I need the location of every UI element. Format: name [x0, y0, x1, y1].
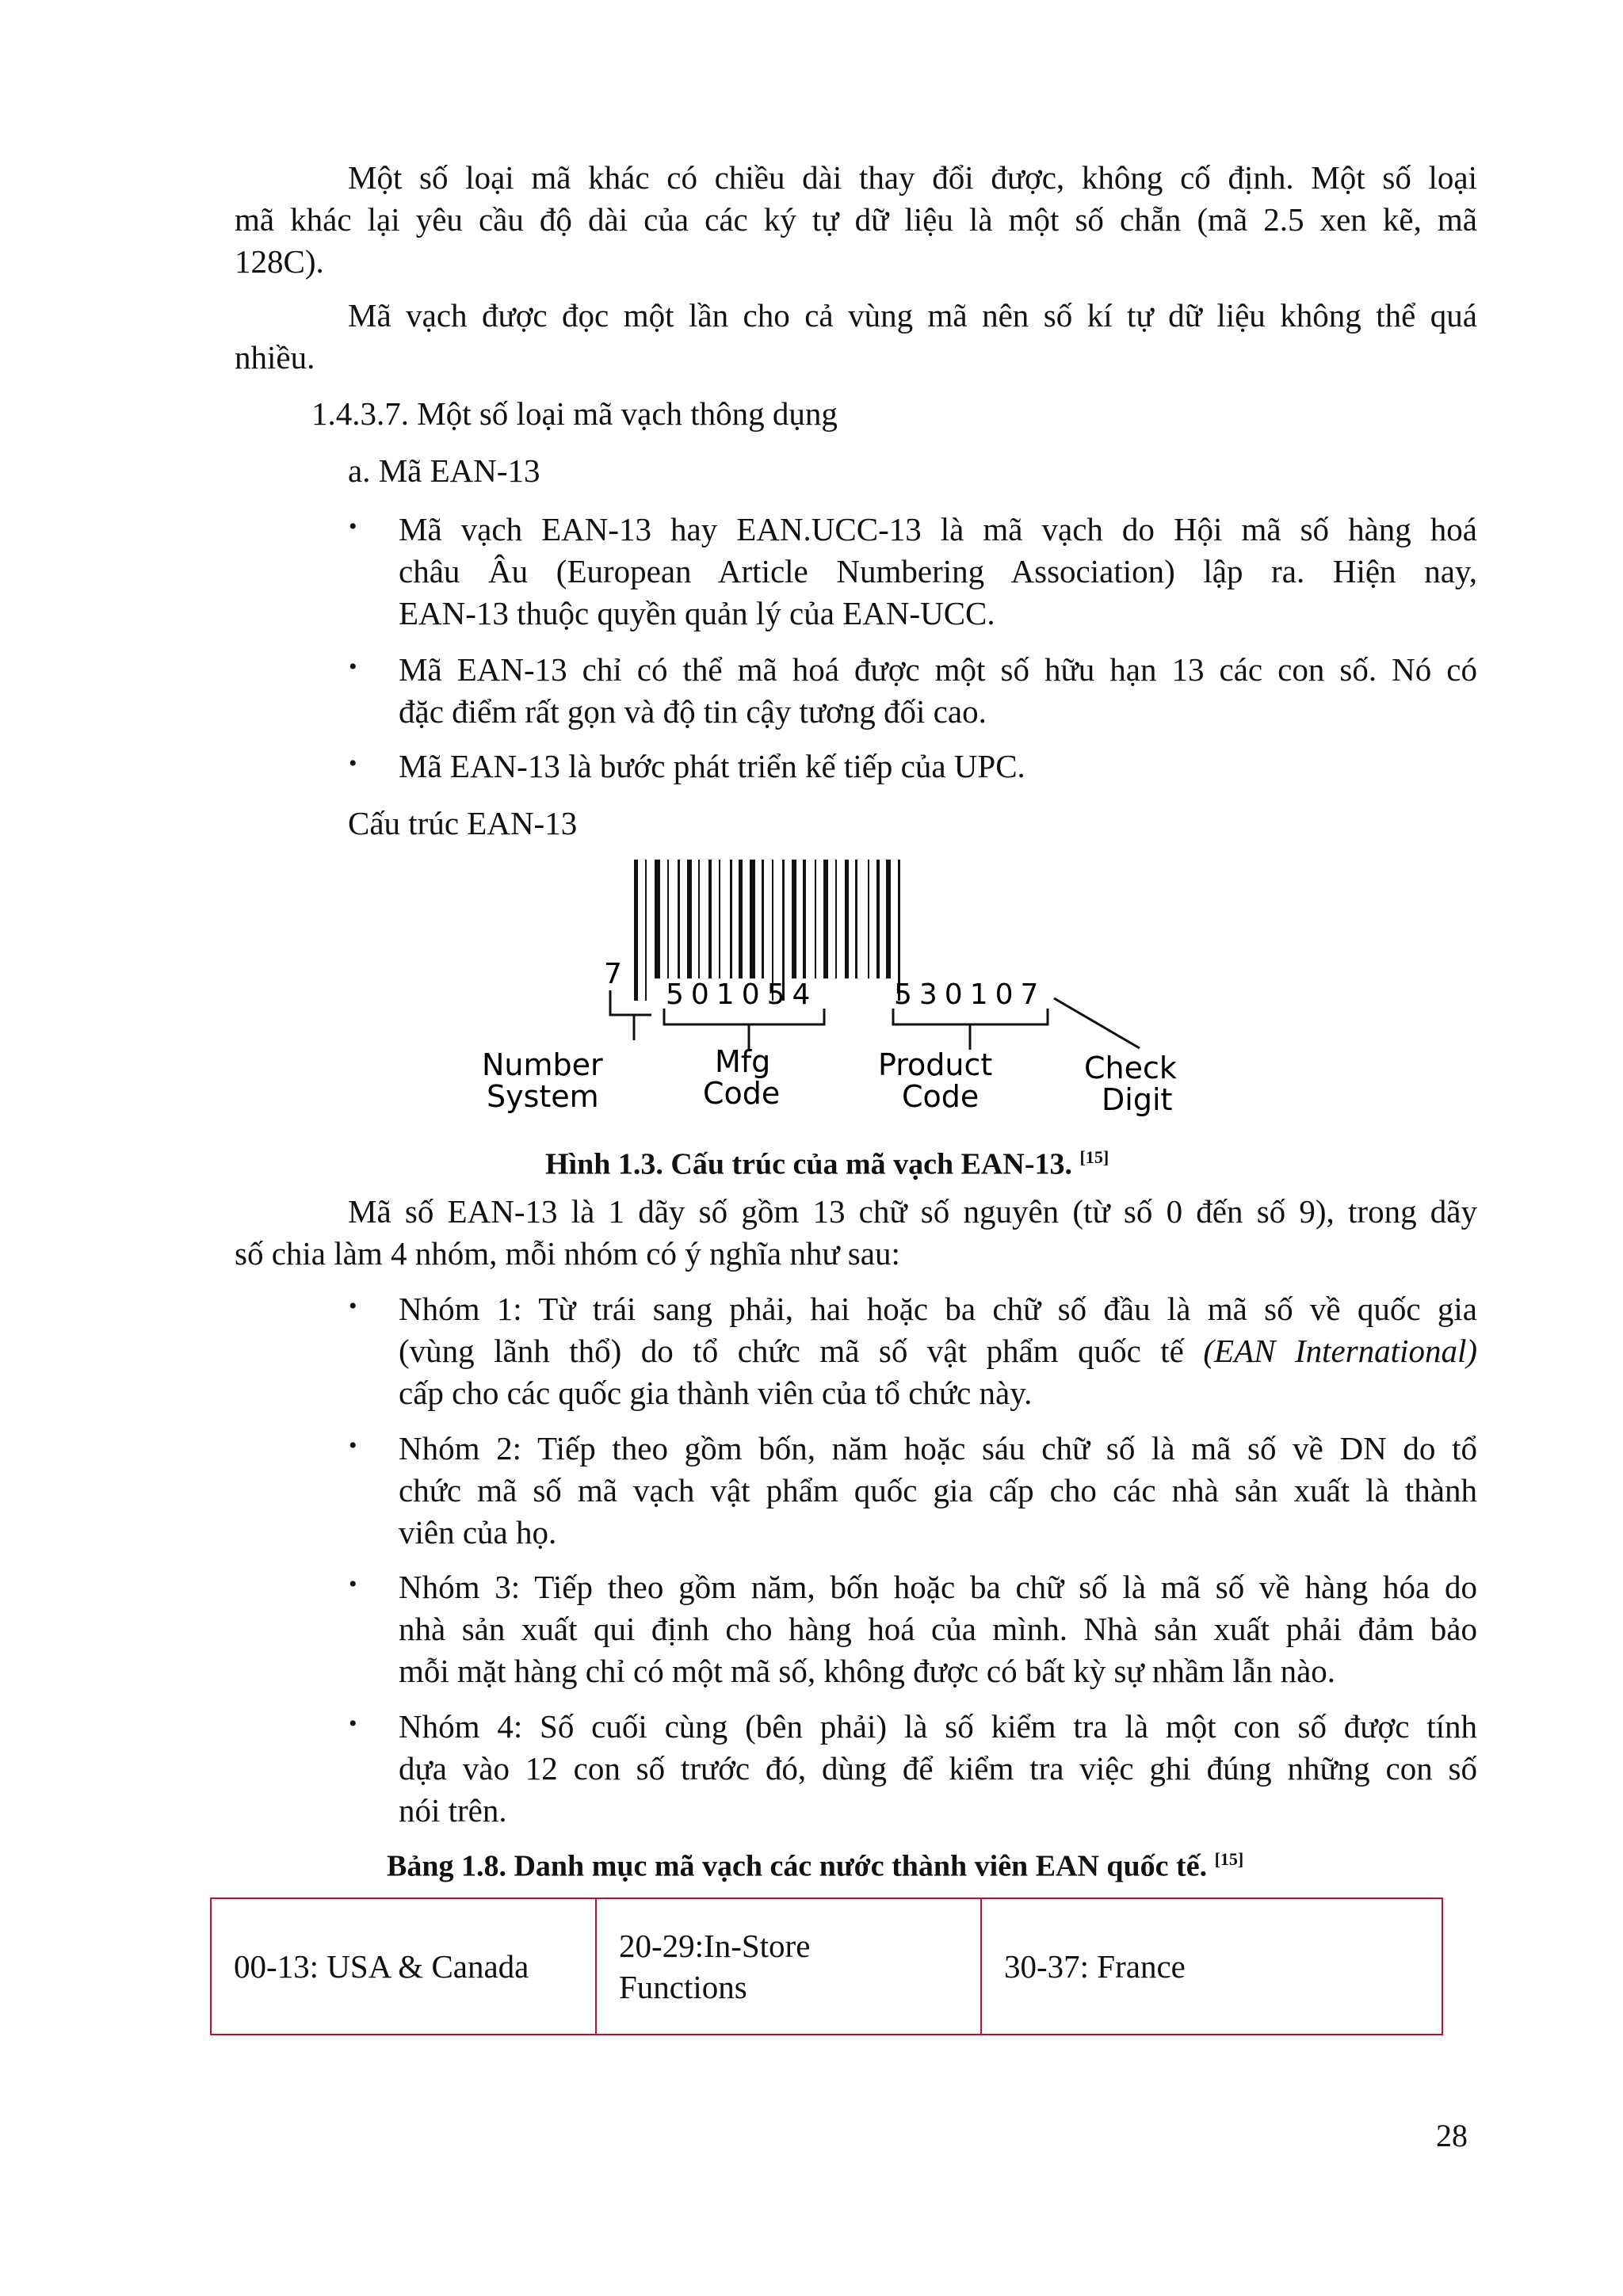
digit-number-system: 7 [604, 958, 622, 990]
bullet-dot: • [349, 1711, 357, 1737]
bullet-line: Mã vạch EAN-13 hay EAN.UCC-13 là mã vạch do Hội mã số hàng hoá [399, 511, 1477, 547]
barcode-bar [792, 860, 796, 978]
bullet-line: đặc điểm rất gọn và độ tin cậy tương đối cao. [399, 693, 987, 730]
label-mfg-code: Code [703, 1076, 781, 1111]
bullet-dot: • [349, 1293, 357, 1319]
bullet-line: Nhóm 3: Tiếp theo gồm năm, bốn hoặc ba chữ số là mã số về hàng hóa do [399, 1569, 1477, 1605]
paragraph-line: Mã số EAN-13 là 1 dãy số gồm 13 chữ số nguyên (từ số 0 đến số 9), trong dãy [348, 1193, 1477, 1230]
paragraph-read-once [235, 295, 1477, 379]
table-cell [596, 1898, 981, 2035]
barcode-bar [855, 860, 857, 978]
table-cell: 30-37: France [981, 1898, 1442, 2035]
table-cell-line: 20-29:In-Store [619, 1928, 811, 1964]
bullet-group-3 [399, 1566, 1477, 1692]
barcode-bar [719, 860, 720, 978]
bullet-group-4 [399, 1706, 1477, 1832]
barcode-bar [698, 860, 700, 978]
barcode-bar [645, 860, 647, 1001]
label-digit: Digit [1102, 1082, 1173, 1117]
subsection-heading: a. Mã EAN-13 [348, 452, 540, 489]
paragraph-line: Một số loại mã khác có chiều dài thay đổi được, không cố định. Một số loại [348, 159, 1477, 196]
bullet-line: Nhóm 2: Tiếp theo gồm bốn, năm hoặc sáu chữ số là mã số về DN do tổ [399, 1430, 1477, 1466]
table-caption-text: Bảng 1.8. Danh mục mã vạch các nước thành viên EAN quốc tế. [387, 1849, 1208, 1883]
label-mfg: Mfg [715, 1044, 771, 1079]
structure-label: Cấu trúc EAN-13 [348, 805, 578, 841]
barcode-bar [835, 860, 837, 978]
barcode-bar [868, 860, 869, 978]
paragraph-line: mã khác lại yêu cầu độ dài của các ký tự dữ liệu là một số chẵn (mã 2.5 xen kẽ, mã [235, 201, 1477, 238]
paragraph-variable-length-cont [235, 199, 1477, 283]
bracket-mfg [664, 1009, 824, 1024]
paragraph-line: số chia làm 4 nhóm, mỗi nhóm có ý nghĩa như sau: [235, 1235, 900, 1272]
paragraph-line: nhiều. [235, 339, 315, 376]
bullet-line: Nhóm 1: Từ trái sang phải, hai hoặc ba chữ số đầu là mã số về quốc gia [399, 1291, 1477, 1327]
bullet-line: châu Âu (European Article Numbering Association) lập ra. Hiện nay, [399, 553, 1477, 589]
barcode-bar [667, 860, 669, 978]
figure-caption-text: Hình 1.3. Cấu trúc của mã vạch EAN-13. [545, 1147, 1073, 1181]
bullet-line: Mã EAN-13 chỉ có thể mã hoá được một số hữu hạn 13 các con số. Nó có [399, 651, 1477, 688]
barcode-bar [687, 860, 692, 978]
bullet-line: cấp cho các quốc gia thành viên của tổ chức này. [399, 1375, 1033, 1411]
barcode-bar [739, 860, 743, 978]
barcode-bar [634, 860, 638, 1001]
barcode-bar [886, 860, 891, 978]
figure-caption-ref: [15] [1079, 1147, 1109, 1167]
digits-product: 530107 [894, 978, 1046, 1011]
barcode-bar [655, 860, 660, 978]
bullet-line: Nhóm 4: Số cuối cùng (bên phải) là số kiểm tra là một con số được tính [399, 1708, 1477, 1745]
bullet-line: chức mã số mã vạch vật phẩm quốc gia cấp cho các nhà sản xuất là thành [399, 1472, 1477, 1508]
bullet-line: nhà sản xuất qui định cho hàng hoá của mình. Nhà sản xuất phải đảm bảo [399, 1611, 1477, 1647]
section-heading: 1.4.3.7. Một số loại mã vạch thông dụng [311, 395, 838, 432]
paragraph-variable-length [235, 157, 1477, 199]
table-row [211, 1898, 1442, 2035]
bullet-dot: • [349, 1571, 357, 1597]
table-caption-ref: [15] [1214, 1849, 1244, 1869]
barcode-bar [845, 860, 849, 978]
barcode-bar [823, 860, 828, 978]
bullet-line: viên của họ. [399, 1514, 557, 1550]
bullet-line-italic: (EAN International) [1203, 1333, 1477, 1369]
barcode-bar [750, 860, 755, 978]
table-cell-line: Functions [619, 1969, 747, 2005]
bullet-dot: • [349, 1432, 357, 1459]
bullet-ean-upc: Mã EAN-13 là bước phát triển kế tiếp của UPC. [399, 748, 1025, 784]
bullet-dot: • [349, 750, 357, 776]
paragraph-ean13-intro [235, 1191, 1477, 1275]
barcode-bar [678, 860, 680, 978]
bullet-group-1 [399, 1288, 1477, 1414]
barcode-bar [803, 860, 806, 978]
label-product-code: Code [902, 1079, 980, 1114]
digits-mfg: 501054 [666, 978, 818, 1011]
bullet-line: dựa vào 12 con số trước đó, dùng để kiểm tra việc ghi đúng những con số [399, 1750, 1477, 1787]
bullet-dot: • [349, 654, 357, 680]
barcode-bar [815, 860, 816, 978]
barcode-bar [762, 860, 764, 978]
label-number: Number [482, 1047, 603, 1082]
barcode-bar [730, 860, 732, 978]
bullet-ean-digits [399, 649, 1477, 733]
bullet-ean-origin [399, 509, 1477, 635]
bullet-group-2 [399, 1428, 1477, 1554]
ean13-barcode-figure [475, 860, 1236, 1133]
table-caption [387, 1840, 1243, 1886]
bullet-line: nói trên. [399, 1792, 507, 1829]
table-cell: 00-13: USA & Canada [211, 1898, 596, 2035]
barcode-bar [876, 860, 880, 978]
paragraph-line: 128C). [235, 243, 324, 280]
label-check: Check [1084, 1051, 1177, 1085]
bullet-line-text: (vùng lãnh thổ) do tổ chức mã số vật phẩm quốc tế [399, 1333, 1204, 1369]
bracket-product [893, 1009, 1048, 1024]
bullet-line [399, 1330, 1477, 1372]
bullet-dot: • [349, 513, 357, 540]
ean-country-table [210, 1897, 1443, 2035]
figure-caption [545, 1138, 1109, 1184]
label-system: System [487, 1079, 599, 1114]
bullet-line: EAN-13 thuộc quyền quản lý của EAN-UCC. [399, 595, 995, 631]
bullet-line: mỗi mặt hàng chỉ có một mã số, không được có bất kỳ sự nhầm lẫn nào. [399, 1653, 1336, 1689]
barcode-bar [708, 860, 712, 978]
label-product: Product [878, 1047, 993, 1082]
page-number: 28 [1436, 2118, 1468, 2153]
leader-check [1054, 998, 1140, 1048]
paragraph-line: Mã vạch được đọc một lần cho cả vùng mã nên số kí tự dữ liệu không thể quá [348, 297, 1477, 334]
